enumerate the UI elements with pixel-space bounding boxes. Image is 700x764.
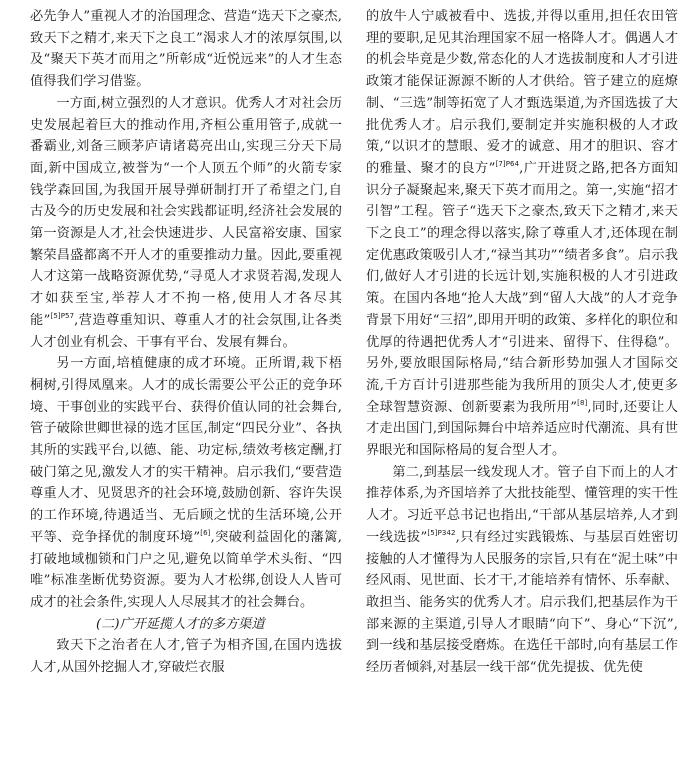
section-heading: (二)广开延揽人才的多方渠道: [96, 616, 265, 632]
paragraph: [30, 635, 342, 678]
paragraph: [30, 6, 342, 93]
right-column: [366, 6, 678, 764]
paragraph-text: 一方面,树立强烈的人才意识。优秀人才对社会历史发展起着巨大的推动作用,齐桓公重用管子,成就一番霸业,刘备三顾茅庐请诸葛亮出山,实现三分天下局面,新中国成立,被誉为“一个人顶五个师”的火箭专家钱学森回国,为我国开展导弹研制打开了希望之门,自古及今的历史发展和社会实践都证明,经济社会发展的第一资源是人才,社会快速进步、人民富裕安康、国家繁荣昌盛都离不开人才的重要推动力量。因此,要重视人才这第一战略资源优势,“寻觅人才求贤若渴,发现人才如获至宝,举荐人才不拘一格,使用人才各尽其能”: [30, 95, 342, 328]
paragraph-text: ,营造尊重知识、尊重人才的社会氛围,让各类人才创业有机会、干事有平台、发展有舞台。: [30, 312, 343, 350]
citation-ref: [6]: [200, 528, 211, 537]
paragraph: [366, 6, 678, 462]
citation-ref: [5]P57: [50, 311, 75, 320]
paragraph-text: ,突破利益固化的藩篱,打破地域枷锁和门户之见,避免以简单学术头衔、“四唯”标准垄断优势资源。要为人才松绑,创设人人皆可成才的社会条件,实现人人尽展其才的社会舞台。: [30, 529, 342, 610]
paragraph: [366, 462, 678, 679]
paragraph-text: ,同时,还要让人才走出国门,到国际舞台中培养适应时代潮流、具有世界眼光和国际格局的复合型人才。: [366, 399, 678, 459]
left-column: [30, 6, 342, 764]
paragraph: [30, 353, 342, 613]
paragraph-text: 致天下之治者在人才,管子为相齐国,在国内选拔人才,从国外挖掘人才,穿破烂衣服: [30, 638, 342, 676]
paragraph: [30, 93, 342, 353]
paragraph-text: 第二,到基层一线发现人才。管子自下而上的人才推荐体系,为齐国培养了大批技能型、懂管理的实干性人才。习近平总书记也指出,“干部从基层培养,人才到一线选拔”: [366, 464, 678, 545]
paragraph-text: ,广开进贤之路,把各方面知识分子凝聚起来,聚天下英才而用之。第一,实施“招才引智”工程。管子“选天下之豪杰,致天下之精才,来天下之良工”的理念得以落实,除了尊重人才,还体现在制定优惠政策吸引人才,“禄当其功”“绩者多食”。启示我们,做好人才引进的长远计划,实施积极的人才引进政策。在国内各地“抢人大战”到“留人大战”的人才竞争背景下用好“三招”,即用开明的政策、多样化的职位和优厚的待遇把优秀人才“引进来、留得下、住得稳”。另外,要放眼国际格局,“结合新形势加强人才国际交流,千方百计引进那些能为我所用的顶尖人才,使更多全球智慧资源、创新要素为我所用”: [366, 160, 678, 415]
paragraph-text: ,只有经过实践锻炼、与基层百姓密切接触的人才懂得为人民服务的宗旨,只有在“泥土味”中经风雨、见世面、长才干,才能培养有情怀、乐奉献、敢担当、能务实的优秀人才。启示我们,把基层作为干部来源的主渠道,引导人才眼睛“向下”、身心“下沉”,到一线和基层接受磨炼。在选任干部时,向有基层工作经历者倾斜,对基层一线干部“优先提拔、优先使: [366, 529, 678, 676]
citation-ref: [7]P64: [495, 159, 520, 168]
paragraph-text: 必先争人”重视人才的治国理念、营造“选天下之豪杰,致天下之精才,来天下之良工”渴求人才的浓厚氛围,以及“聚天下英才而用之”所彰成“近悦远来”的人才生态值得我们学习借鉴。: [30, 9, 342, 90]
paragraph-text: 另一方面,培植健康的成才环境。正所谓,栽下梧桐树,引得凤凰来。人才的成长需要公平公正的竞争环境、干事创业的实践平台、获得价值认同的社会舞台,管子破除世卿世禄的选才匡匡,制定“四民分业”、各执其所的实践平台,以德、能、功定标,绩效考核定酬,打破门第之见,激发人才的实干精神。启示我们,“要营造尊重人才、见贤思齐的社会环境,鼓励创新、容许失误的工作环境,待遇适当、无后顾之忧的生活环境,公开平等、竞争择优的制度环境”: [30, 356, 342, 545]
paragraph-text: 的放牛人宁戚被看中、选拔,并得以重用,担任农田管理的要职,足见其治理国家不屈一格降人才。偶遇人才的机会毕竟是少数,常态化的人才选拔制度和人才引进政策才能保证源源不断的人才供给。管子建立的庭燎制、“三选”制等拓宽了人才甄选渠道,为齐国选拔了大批优秀人才。启示我们,要制定并实施积极的人才政策,“以识才的慧眼、爱才的诚意、用才的胆识、容才的雅量、聚才的良方”: [366, 9, 678, 176]
citation-ref: [8]: [577, 398, 588, 407]
citation-ref: [5]P342: [427, 528, 456, 537]
